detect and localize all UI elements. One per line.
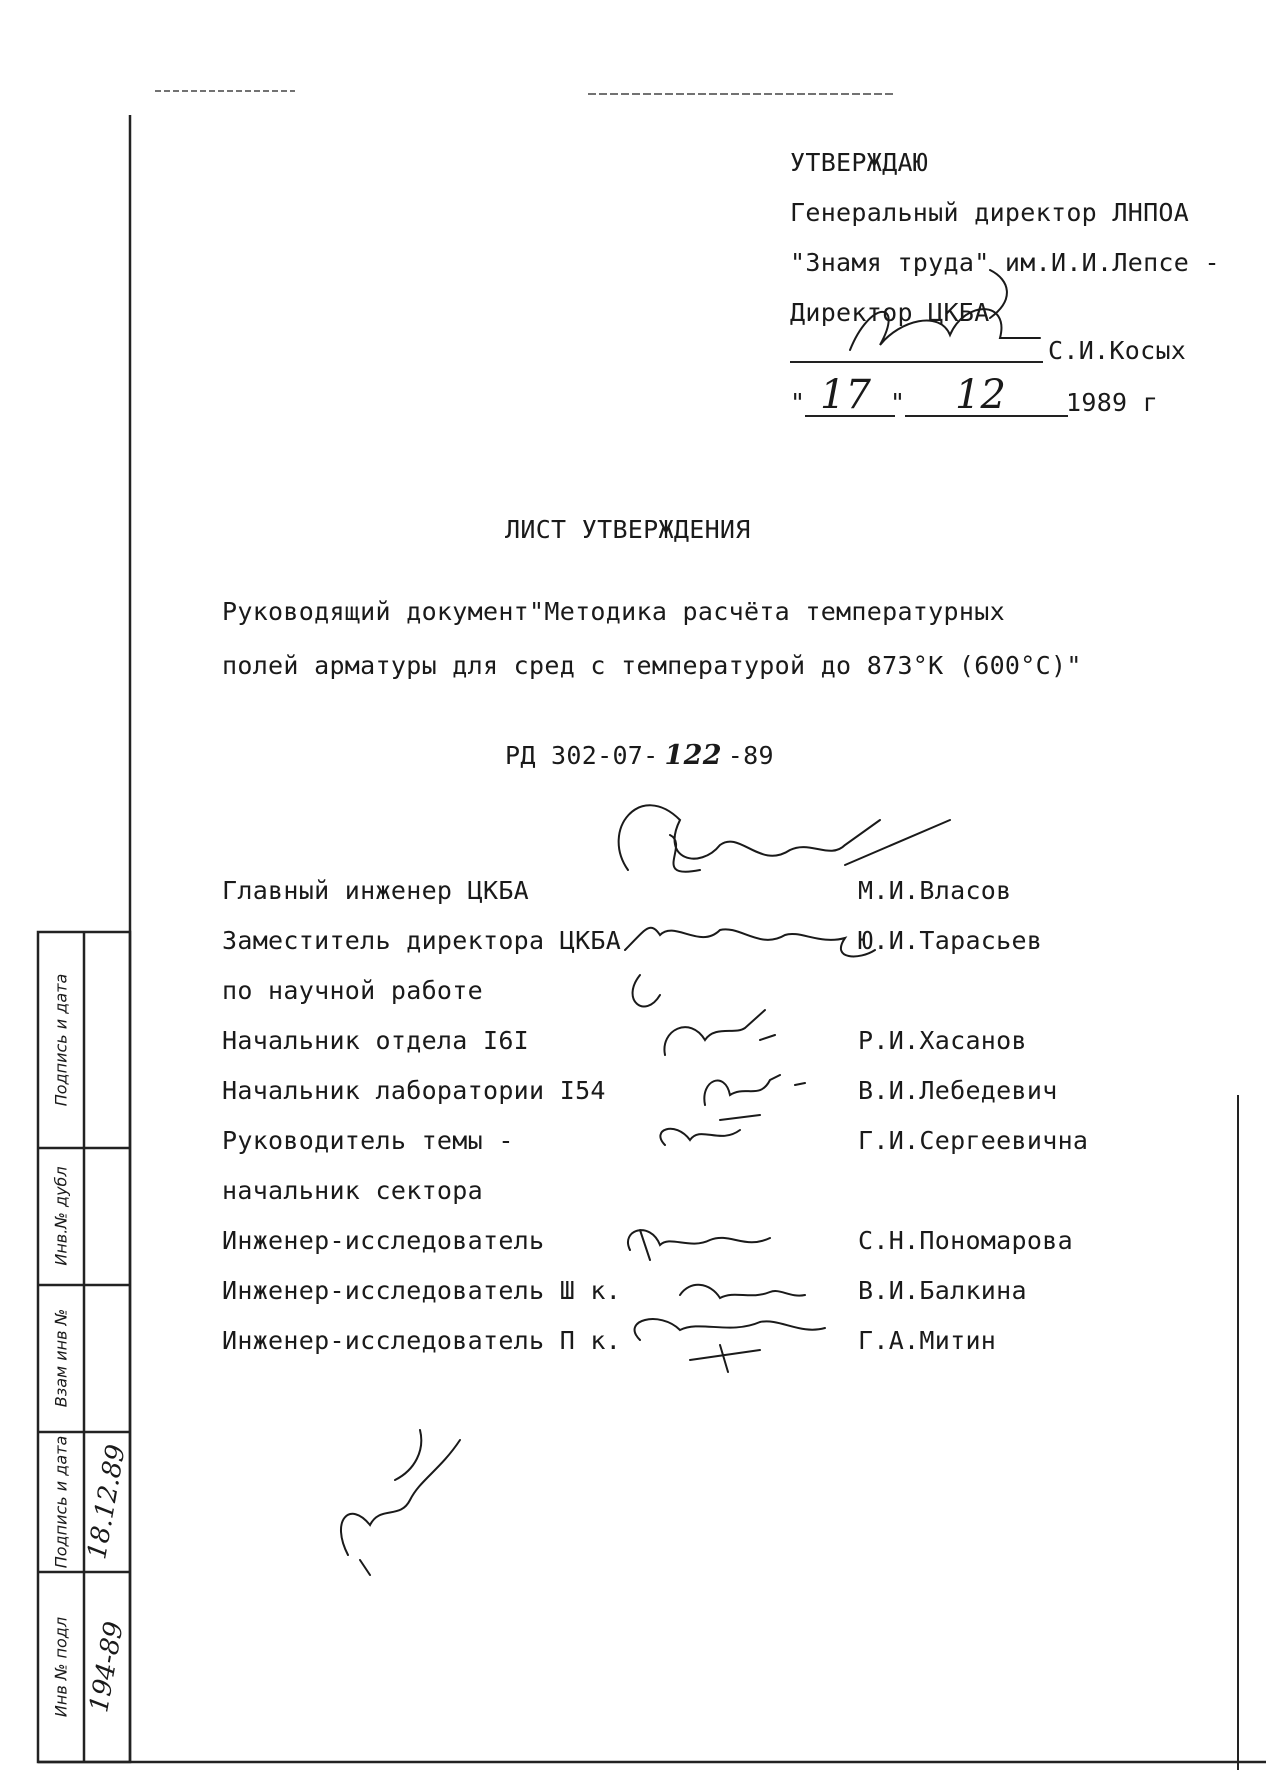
date-quote-close: ": [890, 388, 906, 417]
code-suffix: -89: [727, 741, 774, 770]
signatory-name: С.Н.Пономарова: [858, 1226, 1073, 1255]
signature-sergeevichna: [660, 1115, 760, 1145]
signature-vlasov: [619, 805, 950, 871]
stamp-col-vzam-inv: Взам инв №: [51, 1308, 71, 1408]
signatory-role: Начальник отдела I6I: [222, 1026, 530, 1055]
handwritten-signatures: [341, 270, 1043, 1575]
signature-bottom: [341, 1430, 460, 1575]
signatory-name: Ю.И.Тарасьев: [858, 926, 1043, 955]
stamp-col-podpis-data-1: Подпись и дата: [51, 1435, 71, 1569]
stamp-col-podpis-data-2: Подпись и дата: [51, 973, 71, 1107]
document-subject: [222, 585, 1152, 693]
signature-mitin: [635, 1319, 825, 1372]
signature-tarasyev: [625, 928, 875, 1007]
signatory-role: Инженер-исследователь П к.: [222, 1326, 622, 1355]
signatory-name: Г.А.Митин: [858, 1326, 997, 1355]
approval-director: Директор ЦКБА: [790, 298, 990, 327]
stamp-col-inv-podl: Инв № подл: [51, 1616, 71, 1718]
signatory-role: начальник сектора: [222, 1176, 483, 1205]
signatory-role: Главный инженер ЦКБА: [222, 876, 530, 905]
stamp-inv-podl-entry: 194-89: [84, 1619, 130, 1715]
signature-ponomarova: [628, 1230, 770, 1260]
signatory-name: Г.И.Сергеевична: [858, 1126, 1089, 1155]
stamp-col-inv-dubl: Инв.№ дубл: [51, 1166, 71, 1266]
signatory-role: Инженер-исследователь Ш к.: [222, 1276, 622, 1305]
signature-balkina: [680, 1285, 805, 1298]
signatory-name: В.И.Балкина: [858, 1276, 1027, 1305]
document-code: [505, 740, 774, 771]
approval-block: [790, 138, 1220, 338]
subject-line-1: Руководящий документ"Методика расчёта температурных: [222, 597, 1005, 626]
date-quote-open: ": [790, 388, 806, 417]
signatory-role: Инженер-исследователь: [222, 1226, 545, 1255]
signature-khasanov: [664, 1010, 775, 1055]
signatory-name: В.И.Лебедевич: [858, 1076, 1058, 1105]
signatory-role: Руководитель темы -: [222, 1126, 514, 1155]
signatory-role: по научной работе: [222, 976, 483, 1005]
approval-heading: УТВЕРЖДАЮ: [790, 148, 929, 177]
signatory-name: Р.И.Хасанов: [858, 1026, 1027, 1055]
date-day: 17: [820, 372, 871, 418]
document-title: ЛИСТ УТВЕРЖДЕНИЯ: [505, 515, 751, 544]
signature-lebedevich: [704, 1075, 805, 1105]
date-month: 12: [955, 372, 1006, 418]
code-number: 122: [664, 740, 722, 771]
code-prefix: РД 302-07-: [505, 741, 659, 770]
signatory-role: Заместитель директора ЦКБА: [222, 926, 622, 955]
approval-position: Генеральный директор ЛНПОА: [790, 198, 1190, 227]
stamp-podpis-data-entry: 18.12.89: [82, 1442, 132, 1562]
date-year: 1989 г: [1066, 388, 1159, 417]
approval-name: С.И.Косых: [1048, 336, 1187, 365]
signatory-role: Начальник лаборатории I54: [222, 1076, 606, 1105]
signatory-name: М.И.Власов: [858, 876, 1012, 905]
subject-line-2: полей арматуры для сред с температурой до 873°К (600°С)": [222, 651, 1082, 680]
approval-organization: "Знамя труда" им.И.И.Лепсе -: [790, 248, 1220, 277]
